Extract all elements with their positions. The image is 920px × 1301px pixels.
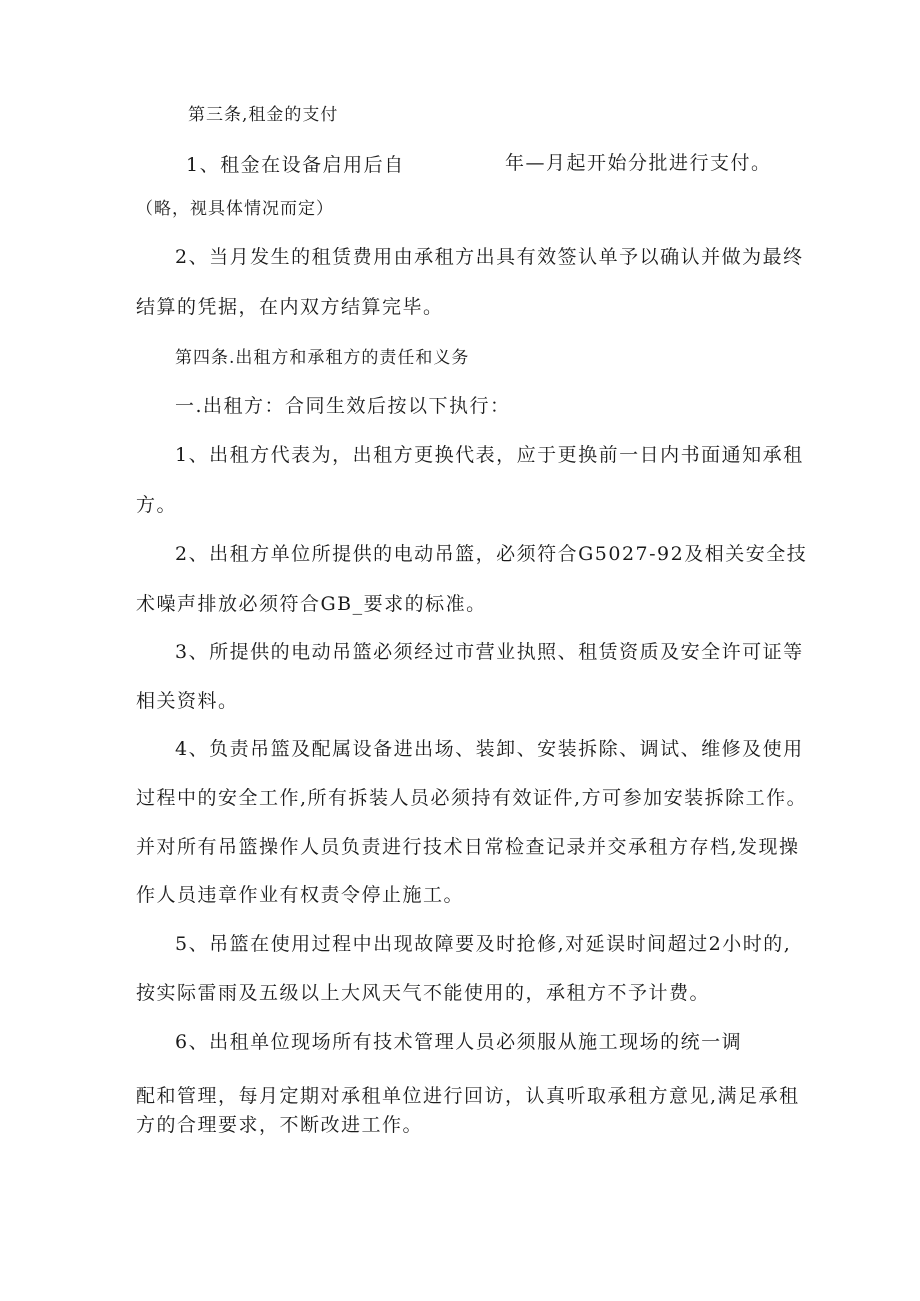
item-6-line-1: 6、出租单位现场所有技术管理人员必须服从施工现场的统一调: [175, 1031, 743, 1053]
item-4-line-2: 过程中的安全工作,所有拆装人员必须持有效证件,方可参加安装拆除工作。: [136, 787, 808, 809]
art3-paragraph-1-note: （略，视具体情况而定）: [136, 199, 334, 219]
item-4-line-3: 并对所有吊篮操作人员负责进行技术日常检查记录并交承租方存档,发现操: [136, 836, 800, 858]
item-3-line-2: 相关资料。: [136, 690, 239, 712]
item-1-line-1: 1、出租方代表为，出租方更换代表，应于更换前一日内书面通知承租: [175, 444, 804, 466]
item-4-line-4: 作人员违章作业有权责令停止施工。: [136, 884, 465, 906]
item-4-line-1: 4、负责吊篮及配属设备进出场、装卸、安装拆除、调试、维修及使用: [175, 738, 804, 760]
art3-paragraph-2-line-1: 2、当月发生的租赁费用由承租方出具有效签认单予以确认并做为最终: [175, 246, 804, 268]
art3-paragraph-2-line-2: 结算的凭据，在内双方结算完毕。: [136, 296, 444, 318]
item-2-line-2: 术噪声排放必须符合GB_要求的标准。: [136, 593, 487, 615]
item-3-line-1: 3、所提供的电动吊篮必须经过市营业执照、租赁资质及安全许可证等: [175, 641, 804, 663]
lessor-heading: 一.出租方：合同生效后按以下执行：: [175, 395, 511, 417]
article-3-title: 第三条,租金的支付: [188, 105, 339, 125]
art3-paragraph-1-start: 1、租金在设备启用后自: [186, 154, 405, 176]
art3-paragraph-1-end: 年—月起开始分批进行支付。: [505, 152, 772, 174]
item-5-line-1: 5、吊篮在使用过程中出现故障要及时抢修,对延误时间超过2小时的,: [175, 933, 792, 955]
item-6-line-2: 配和管理，每月定期对承租单位进行回访，认真听取承租方意见,满足承租: [136, 1085, 800, 1107]
item-5-line-2: 按实际雷雨及五级以上大风天气不能使用的，承租方不予计费。: [136, 982, 711, 1004]
item-1-line-2: 方。: [136, 494, 178, 516]
item-6-line-3: 方的合理要求，不断改进工作。: [136, 1114, 424, 1136]
article-4-title: 第四条.出租方和承租方的责任和义务: [175, 348, 470, 368]
item-2-line-1: 2、出租方单位所提供的电动吊篮，必须符合G5027-92及相关安全技: [175, 543, 808, 565]
